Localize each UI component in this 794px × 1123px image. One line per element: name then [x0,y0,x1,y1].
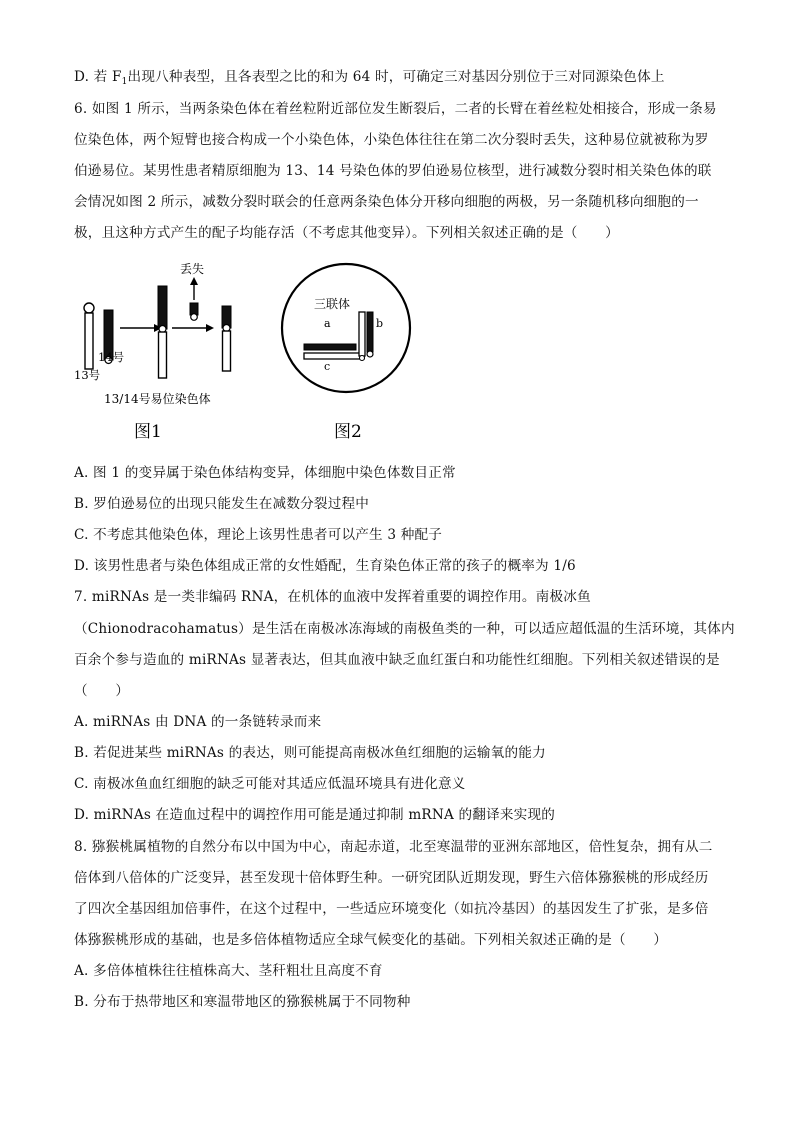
q6-option-c: C. 不考虑其他染色体，理论上该男性患者可以产生 3 种配子 [74,527,443,543]
lost-label: 丢失 [180,262,205,276]
result-translocation-chromosome [223,331,231,371]
figure-2-caption: 图2 [334,422,362,442]
label-a: a [324,317,331,330]
q6-stem-line3: 伯逊易位。某男性患者精原细胞为 13、14 号染色体的罗伯逊易位核型，进行减数分裂时相关染色体的联 [74,163,712,179]
q7-stem-line2: （Chionodracohamatus）是生活在南极冰冻海域的南极鱼类的一种，可以适应超低温的生活环境，其体内 [74,621,735,637]
figure-1 [74,261,231,442]
q8-stem-line4: 体猕猴桃形成的基础，也是多倍体植物适应全球气候变化的基础。下列相关叙述正确的是（ ） [74,932,668,948]
chr13-arm [85,313,93,369]
figure-2 [282,264,410,442]
label-b: b [376,317,384,330]
label-c: c [324,360,331,373]
q5-option-d: D. 若 $F_1$出现八种表型，且各表型之比的和为 64 时，可确定三对基因分别位于三对同源染色体上 [74,69,665,87]
q8-stem-line2: 倍体到八倍体的广泛变异，甚至发现十倍体野生种。一研究团队近期发现，野生六倍体猕猴桃的形成经历 [74,870,709,886]
label-14: 14号 [98,350,125,364]
translocation-long-arm-14 [158,286,167,329]
label-translocation: 13/14号易位染色体 [104,392,211,406]
q6-stem-line2: 位染色体，两个短臂也接合构成一个小染色体，小染色体往往在第二次分裂时丢失，这种易位就被称为罗 [74,132,709,148]
q8-option-a: A. 多倍体植株往往植株高大、茎秆粗壮且高度不育 [74,963,383,979]
label-13: 13号 [74,368,101,382]
q7-option-a: A. miRNAs 由 DNA 的一条链转录而来 [74,714,322,730]
q6-stem-line5: 极，且这种方式产生的配子均能存活（不考虑其他变异）。下列相关叙述正确的是（ ） [74,225,619,241]
q6-figures [74,256,384,446]
q7-stem-line4: （ ） [74,683,130,699]
cell-outline [282,264,410,392]
q7-option-b: B. 若促进某些 miRNAs 的表达，则可能提高南极冰鱼红细胞的运输氧的能力 [74,745,546,761]
q7-option-c: C. 南极冰鱼血红细胞的缺乏可能对其适应低温环境具有进化意义 [74,776,466,792]
q6-option-d: D. 该男性患者与染色体组成正常的女性婚配，生育染色体正常的孩子的概率为 1/6 [74,558,576,574]
chr13-centromere [84,303,94,313]
arrow-right-icon [206,324,214,332]
figure-1-caption: 图1 [134,422,162,442]
q6-option-a: A. 图 1 的变异属于染色体结构变异，体细胞中染色体数目正常 [74,465,456,481]
q8-option-b: B. 分布于热带地区和寒温带地区的猕猴桃属于不同物种 [74,994,411,1010]
chromosome-a-arm [304,344,356,350]
q8-stem-line1: 8. 猕猴桃属植物的自然分布以中国为中心，南起赤道，北至寒温带的亚洲东部地区，倍性复杂，拥有从二 [74,839,713,855]
q7-stem-line3: 百余个参与造血的 miRNAs 显著表达，但其血液中缺乏血红蛋白和功能性红细胞。下列相关叙述错误的是 [74,652,720,668]
chromosome-b [367,312,373,352]
q7-option-d: D. miRNAs 在造血过程中的调控作用可能是通过抑制 mRNA 的翻译来实现的 [74,807,556,823]
q6-stem-line4: 会情况如图 2 所示，减数分裂时联会的任意两条染色体分开移向细胞的两极，另一条随机移向细胞的一 [74,194,699,210]
q8-stem-line3: 了四次全基因组加倍事件，在这个过程中，一些适应环境变化（如抗冷基因）的基因发生了扩张，是多倍 [74,901,709,917]
q6-option-b: B. 罗伯逊易位的出现只能发生在减数分裂过程中 [74,496,370,512]
chromosome-diagram [74,256,384,446]
q7-stem-line1: 7. miRNAs 是一类非编码 RNA，在机体的血液中发挥着重要的调控作用。南极冰鱼 [74,589,591,605]
arrow-up-icon [190,277,198,285]
chromosome-c [304,353,364,359]
q6-stem-line1: 6. 如图 1 所示，当两条染色体在着丝粒附近部位发生断裂后，二者的长臂在着丝粒处相接合，形成一条易 [74,101,717,117]
trivalent-label: 三联体 [314,297,351,311]
translocation-long-arm-13 [159,332,167,378]
